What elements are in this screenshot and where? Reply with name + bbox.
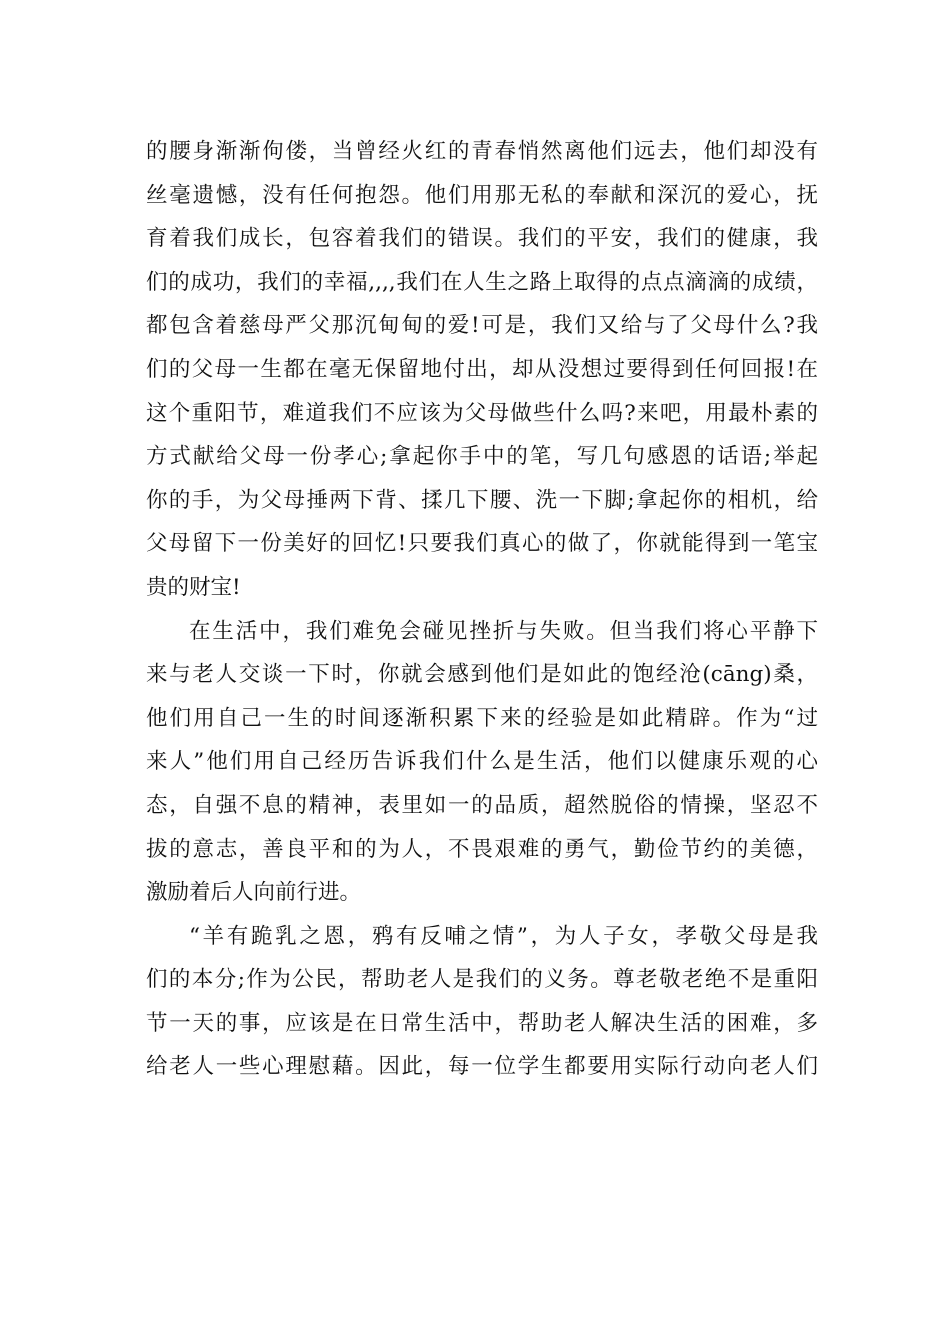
text-line: 的腰身渐渐佝偻，当曾经火红的青春悄然离他们远去，他们却没有 xyxy=(146,139,818,164)
text-line: 们的父母一生都在毫无保留地付出，却从没想过要得到任何回报!在 xyxy=(146,356,818,382)
text-line: 态，自强不息的精神，表里如一的品质，超然脱俗的情操，坚忍不 xyxy=(146,792,818,818)
text-line: 来与老人交谈一下时，你就会感到他们是如此的饱经沧(cāng)桑， xyxy=(146,662,818,688)
text-line: 来人”他们用自己经历告诉我们什么是生活，他们以健康乐观的心 xyxy=(146,749,818,775)
text-line: 节一天的事，应该是在日常生活中，帮助老人解决生活的困难，多 xyxy=(146,1010,818,1036)
text-line: 给老人一些心理慰藉。因此，每一位学生都要用实际行动向老人们 xyxy=(146,1054,818,1080)
text-line: 丝毫遗憾，没有任何抱怨。他们用那无私的奉献和深沉的爱心，抚 xyxy=(146,182,818,208)
text-line: 拔的意志，善良平和的为人，不畏艰难的勇气，勤俭节约的美德， xyxy=(146,836,818,862)
paragraph xyxy=(146,130,818,610)
text-line: 们的成功，我们的幸福,,,,我们在人生之路上取得的点点滴滴的成绩， xyxy=(146,269,818,295)
text-line: 们的本分;作为公民，帮助老人是我们的义务。尊老敬老绝不是重阳 xyxy=(146,967,818,993)
text-line: 育着我们成长，包容着我们的错误。我们的平安，我们的健康，我 xyxy=(146,226,818,252)
text-line: 激励着后人向前行进。 xyxy=(146,880,362,906)
paragraph xyxy=(146,610,818,915)
paragraph xyxy=(146,915,818,1089)
text-line: 父母留下一份美好的回忆!只要我们真心的做了，你就能得到一笔宝 xyxy=(146,531,818,557)
body-text xyxy=(146,130,818,1089)
text-line: 他们用自己一生的时间逐渐积累下来的经验是如此精辟。作为“过 xyxy=(146,705,818,731)
text-line: 你的手，为父母捶两下背、揉几下腰、洗一下脚;拿起你的相机，给 xyxy=(146,487,818,513)
text-line: 都包含着慈母严父那沉甸甸的爱!可是，我们又给与了父母什么?我 xyxy=(146,313,818,339)
text-line: “羊有跪乳之恩，鸦有反哺之情”，为人子女，孝敬父母是我 xyxy=(189,923,818,949)
text-line: 贵的财宝! xyxy=(146,574,241,600)
text-line: 这个重阳节，难道我们不应该为父母做些什么吗?来吧，用最朴素的 xyxy=(146,400,818,426)
text-line: 在生活中，我们难免会碰见挫折与失败。但当我们将心平静下 xyxy=(189,618,818,644)
text-line: 方式献给父母一份孝心;拿起你手中的笔，写几句感恩的话语;举起 xyxy=(146,444,818,470)
